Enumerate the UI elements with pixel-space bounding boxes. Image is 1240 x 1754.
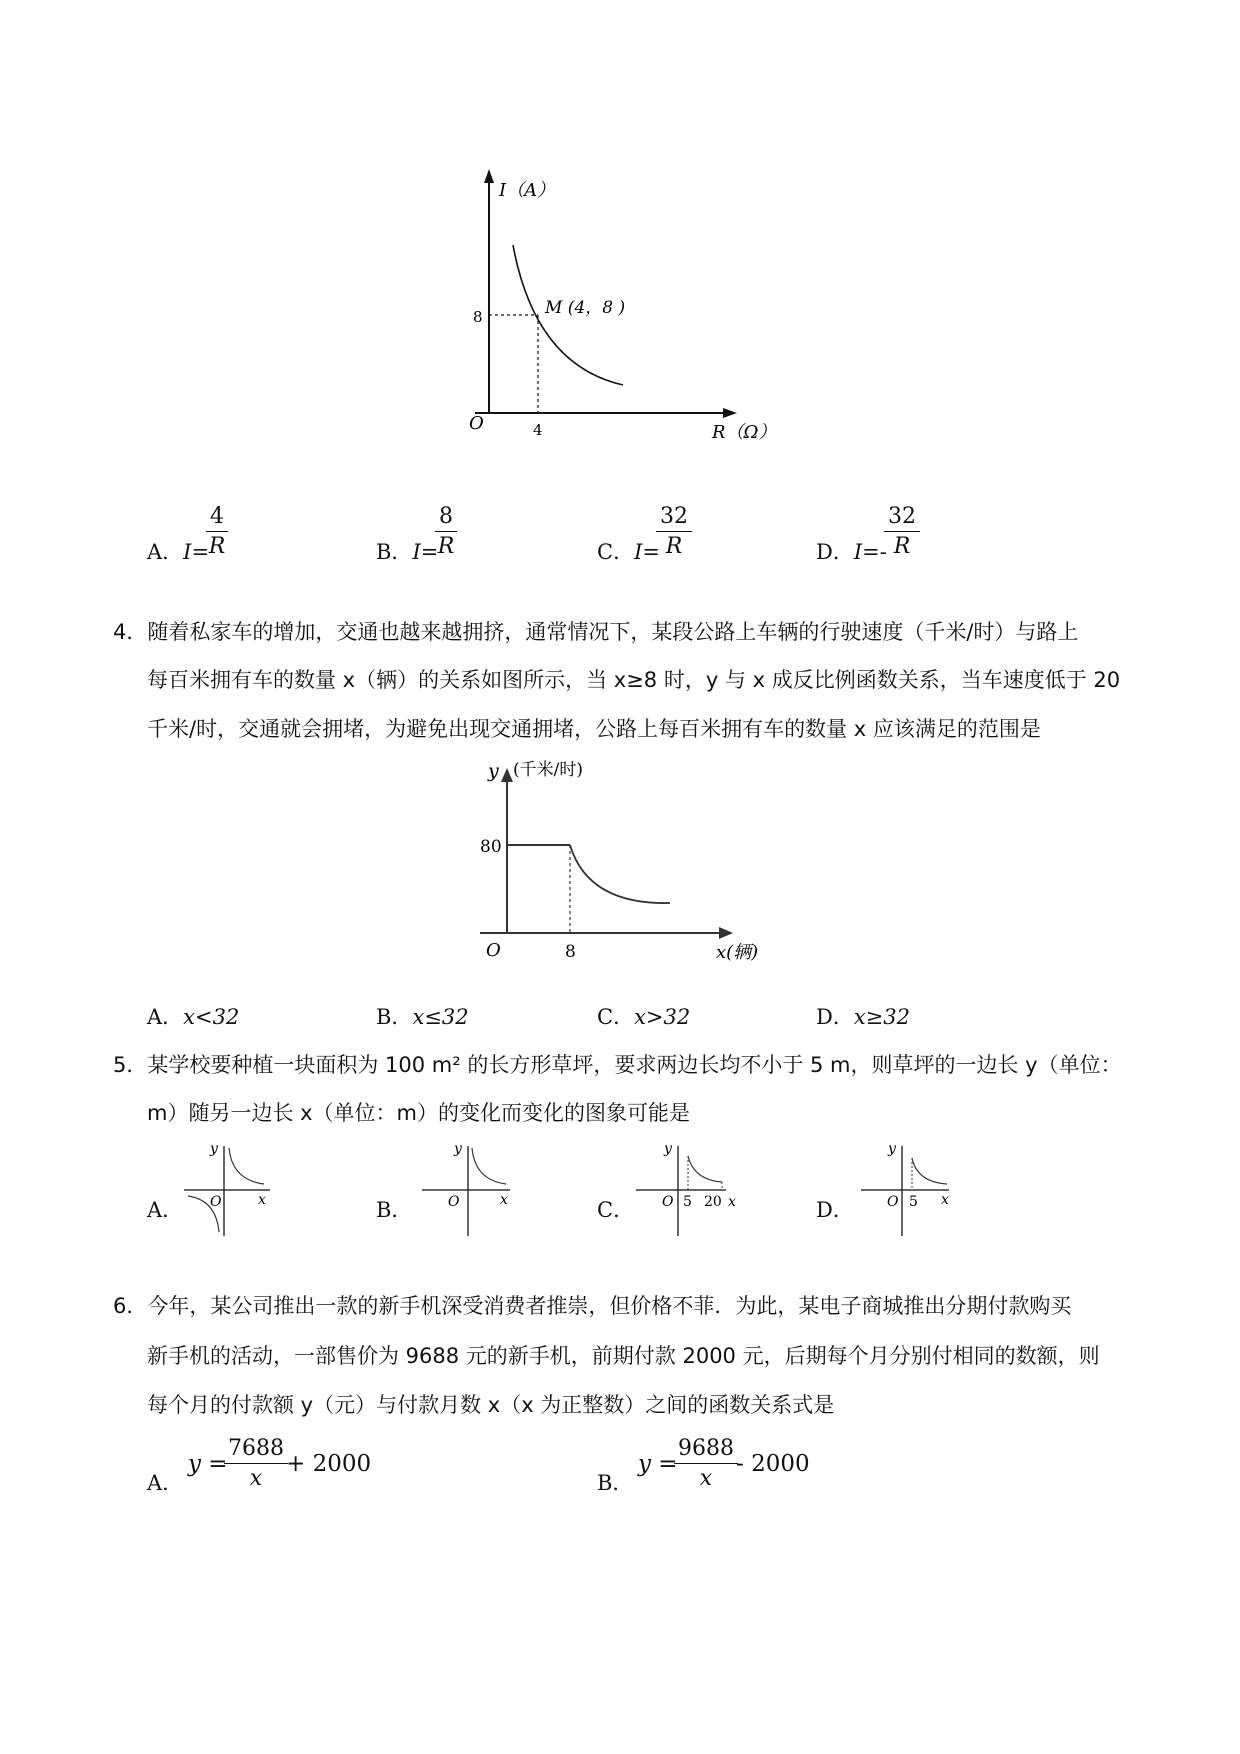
option-letter: A．	[147, 1471, 184, 1495]
option-letter: D．	[816, 540, 854, 564]
q4-text-line-3: 千米/时，交通就会拥堵，为避免出现交通拥堵，公路上每百米拥有车的数量 x 应该满足的范围是	[147, 717, 1041, 741]
fraction-denominator: x	[249, 1466, 263, 1491]
q6-option-b-fraction	[674, 1436, 738, 1491]
q5-option-b-graph	[418, 1140, 518, 1240]
option-letter: B．	[376, 1198, 413, 1222]
q5-option-a-graph	[180, 1140, 280, 1240]
q4-y-axis-label: y	[488, 760, 499, 782]
q3-option-b-fraction	[435, 504, 457, 559]
q4-option-b[interactable]	[376, 1007, 469, 1028]
q6-option-b-tail: - 2000	[736, 1451, 810, 1477]
fraction-numerator: 4	[206, 504, 228, 532]
q5-b-x-label: x	[500, 1192, 508, 1208]
q3-graph	[455, 165, 795, 455]
option-text: x>32	[634, 1005, 691, 1029]
q3-y-tick-8: 8	[473, 308, 483, 326]
q5-c-origin-label: O	[662, 1194, 674, 1210]
q4-x-axis-label: x(辆)	[716, 942, 759, 963]
q5-d-origin-label: O	[887, 1194, 899, 1210]
fraction-numerator: 8	[435, 504, 457, 532]
option-var: I	[853, 540, 863, 564]
option-letter: A．	[147, 1005, 184, 1029]
fraction-denominator: R	[893, 534, 911, 559]
q5-a-x-label: x	[258, 1192, 266, 1208]
q4-y-tick-80: 80	[480, 837, 502, 857]
q4-option-a[interactable]	[147, 1007, 239, 1028]
q6-text-line-1: 6．今年，某公司推出一款的新手机深受消费者推崇，但价格不菲．为此，某电子商城推出分期付款购买	[113, 1294, 1072, 1318]
q5-text-line-1: 5．某学校要种植一块面积为 100 m² 的长方形草坪，要求两边长均不小于 5 m，则草坪的一边长 y（单位：	[113, 1053, 1122, 1077]
q4-graph	[470, 755, 770, 970]
q5-option-d[interactable]	[816, 1200, 854, 1221]
q3-y-axis-label: I（A）	[499, 180, 556, 201]
q3-point-m-label: M (4，8 )	[545, 298, 626, 318]
q5-a-origin-label: O	[210, 1194, 222, 1210]
fraction-numerator: 32	[656, 504, 692, 532]
q3-option-b[interactable]	[376, 542, 438, 563]
q5-option-c-graph	[632, 1140, 742, 1240]
option-letter: C．	[597, 1198, 635, 1222]
q5-c-tick-20: 20	[704, 1194, 722, 1210]
fraction-numerator: 7688	[224, 1436, 288, 1464]
q3-x-axis-label: R（Ω）	[712, 422, 777, 443]
q5-option-d-graph	[857, 1140, 957, 1240]
q5-option-b[interactable]	[376, 1200, 412, 1221]
q5-c-tick-5: 5	[683, 1194, 692, 1210]
q4-text-line-2: 每百米拥有车的数量 x（辆）的关系如图所示，当 x≥8 时，y 与 x 成反比例函数关系，当车速度低于 20	[147, 668, 1121, 692]
option-letter: A．	[147, 540, 184, 564]
q6-option-a[interactable]	[147, 1473, 183, 1494]
q6-option-b-lhs: y =	[638, 1451, 678, 1477]
option-eq: =	[642, 540, 660, 564]
q3-option-d[interactable]	[816, 542, 887, 563]
q5-b-origin-label: O	[448, 1194, 460, 1210]
q5-b-y-label: y	[454, 1141, 462, 1157]
fraction-denominator: R	[437, 534, 455, 559]
q6-text-line-3: 每个月的付款额 y（元）与付款月数 x（x 为正整数）之间的函数关系式是	[147, 1393, 835, 1417]
q5-c-x-label: x	[728, 1194, 736, 1210]
q6-option-b[interactable]	[597, 1473, 633, 1494]
q6-text-line-2: 新手机的活动，一部售价为 9688 元的新手机，前期付款 2000 元，后期每个月分别付相同的数额，则	[147, 1344, 1100, 1368]
option-letter: D．	[816, 1005, 854, 1029]
option-var: I	[183, 540, 192, 564]
q4-y-axis-unit: (千米/时)	[513, 760, 583, 780]
q3-option-a-fraction	[206, 504, 228, 559]
option-letter: C．	[597, 1005, 635, 1029]
fraction-numerator: 9688	[674, 1436, 738, 1464]
option-letter: C．	[597, 540, 635, 564]
q5-d-tick-5: 5	[909, 1194, 918, 1210]
q3-x-tick-4: 4	[533, 421, 543, 439]
fraction-denominator: x	[699, 1466, 713, 1491]
q5-c-y-label: y	[664, 1141, 672, 1157]
q6-option-a-tail: + 2000	[286, 1451, 372, 1477]
option-letter: B．	[376, 1005, 413, 1029]
q5-a-y-label: y	[210, 1141, 218, 1157]
option-letter: B．	[597, 1471, 634, 1495]
q5-d-y-label: y	[888, 1141, 896, 1157]
option-eq: =	[420, 540, 439, 564]
q4-option-c[interactable]	[597, 1007, 690, 1028]
q5-d-x-label: x	[941, 1192, 949, 1208]
option-letter: D．	[816, 1198, 854, 1222]
q4-x-tick-8: 8	[565, 942, 576, 962]
option-text: x<32	[183, 1005, 240, 1029]
option-letter: B．	[376, 540, 413, 564]
option-text: x≤32	[412, 1005, 469, 1029]
q4-origin-label: O	[486, 940, 501, 961]
q6-option-a-lhs: y =	[188, 1451, 228, 1477]
fraction-denominator: R	[665, 534, 683, 559]
q3-option-c[interactable]	[597, 542, 660, 563]
q3-option-c-fraction	[656, 504, 692, 559]
q3-option-a[interactable]	[147, 542, 209, 563]
option-eq: =	[191, 540, 210, 564]
q5-option-a[interactable]	[147, 1200, 183, 1221]
option-eq: =-	[862, 540, 887, 564]
fraction-numerator: 32	[884, 504, 920, 532]
option-text: x≥32	[853, 1005, 911, 1029]
q4-option-d[interactable]	[816, 1007, 910, 1028]
option-var: I	[412, 540, 421, 564]
option-letter: A．	[147, 1198, 184, 1222]
q6-option-a-fraction	[224, 1436, 288, 1491]
option-var: I	[634, 540, 643, 564]
q5-option-c[interactable]	[597, 1200, 634, 1221]
q3-option-d-fraction	[884, 504, 920, 559]
q4-text-line-1: 4．随着私家车的增加，交通也越来越拥挤，通常情况下，某段公路上车辆的行驶速度（千米/时）与路上	[113, 620, 1079, 644]
q5-text-line-2: m）随另一边长 x（单位：m）的变化而变化的图象可能是	[147, 1101, 691, 1125]
q3-origin-label: O	[469, 413, 484, 434]
fraction-denominator: R	[208, 534, 226, 559]
